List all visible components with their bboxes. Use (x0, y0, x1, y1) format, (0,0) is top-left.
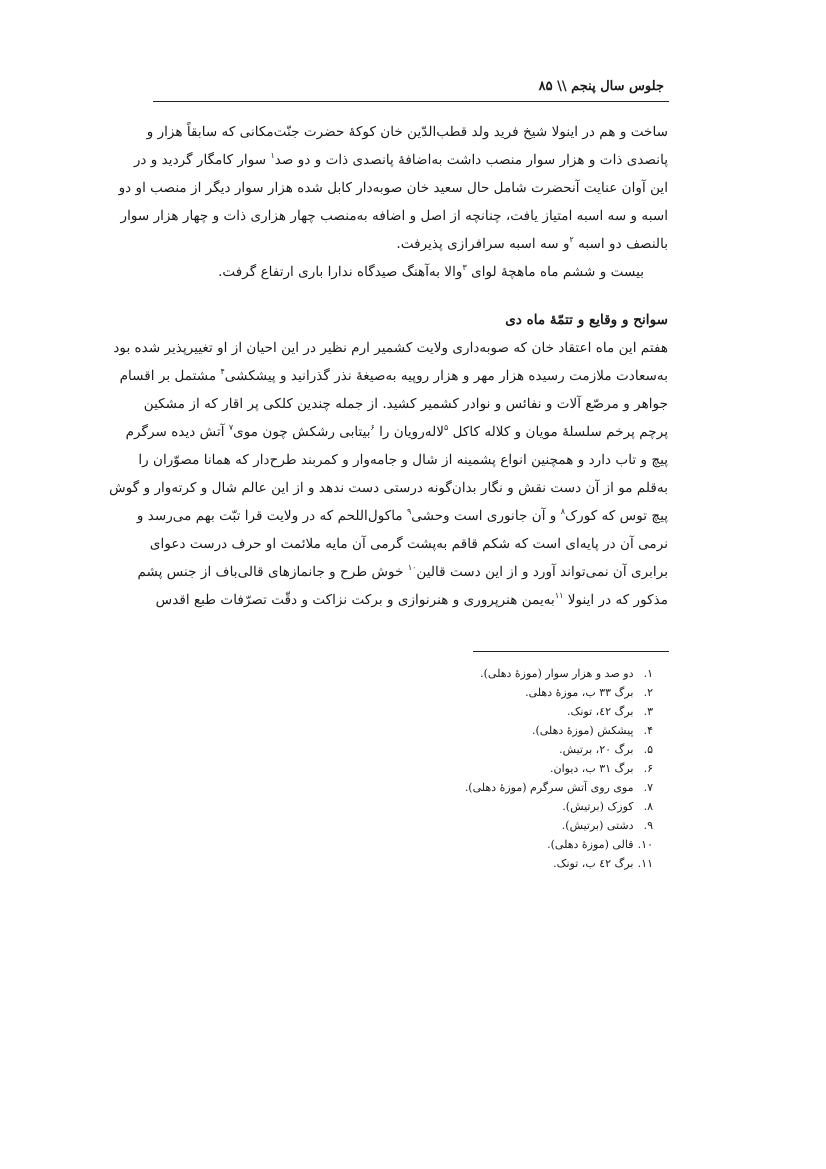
text-run: سوار کامگار گردید و در (133, 152, 271, 168)
section-block (109, 306, 668, 614)
footnote-rule (473, 651, 669, 652)
footnote-ref: ۲ (569, 235, 574, 244)
footnote (465, 664, 653, 683)
footnote-text: برگ ۲۰، برتیش. (559, 743, 634, 756)
text-run: پانصدی ذات و هزار سوار منصب داشت به‌اضافهٔ پانصدی ذات و دو صد (274, 152, 668, 168)
text-run: پیچ توس که کورک (564, 508, 668, 524)
footnote-number: ۷. (643, 781, 653, 794)
running-head: جلوس سال پنجم \\ ۸۵ (538, 79, 664, 94)
text-run: لاله‌رویان را (374, 424, 444, 440)
paragraph-line: به‌قلم مو از آن دست نقش و نگار بدان‌گونه درستی دست ندهد و از این عالم شال و کرته‌وار و گوش (109, 480, 668, 496)
paragraph-line: جواهر و مرصّع آلات و نفائس و نوادر کشمیر کشید. از جمله چندین کلکی پر اقار که از مشکین (143, 396, 668, 412)
footnote-text: برگ ۳۳ ب، موزهٔ دهلی. (525, 686, 634, 699)
paragraph-line (119, 362, 668, 390)
footnote-ref: ۳ (462, 263, 467, 272)
footnote-ref: ۹ (406, 507, 412, 516)
footnote (465, 797, 653, 816)
footnote-ref: ۱۰ (407, 563, 417, 572)
footnote-ref: ۷ (228, 423, 234, 432)
footnote (465, 759, 653, 778)
paragraph-line: این آوان عنایت آنحضرت شامل حال سعید خان صوبه‌دار کابل شده هزار سوار دیگر از منصب او دو (118, 180, 668, 196)
footnote-ref: ۴ (220, 367, 225, 376)
paragraph-line (125, 418, 668, 446)
paragraph-line: هفتم این ماه اعتقاد خان که صوبه‌داری ولایت کشمیر ارم نظیر در این احیان از او تغییرپذیر شده بود (113, 340, 668, 356)
text-run: والا به‌آهنگ صیدگاه ندارا باری ارتفاع گرفت. (218, 264, 463, 280)
footnote-number: ۹. (643, 819, 653, 832)
footnote (465, 816, 653, 835)
text-run: مشتمل بر اقسام (119, 368, 221, 384)
footnote-number: ۴. (643, 724, 653, 737)
footnote (465, 778, 653, 797)
footnotes-list (465, 664, 653, 873)
footnote-number: ۳. (643, 705, 653, 718)
footnote-text: برگ ۳۱ ب، دیوان. (550, 762, 634, 775)
header-rule (153, 101, 669, 102)
footnote-number: ۸. (643, 800, 653, 813)
footnote-text: پیشکش (موزهٔ دهلی). (531, 724, 634, 737)
text-run: بالنصف دو اسبه (573, 236, 668, 252)
footnote-ref: ۸ (560, 507, 565, 516)
paragraph-line (155, 586, 668, 614)
footnote-text: کوزک (برتیش). (562, 800, 634, 813)
footnote (465, 683, 653, 702)
footnote-number: ۱۰. (637, 838, 653, 851)
footnote-ref: ۵ (444, 423, 449, 432)
footnote (465, 854, 653, 873)
footnote-number: ۶. (643, 762, 653, 775)
paragraph-line: اسبه و سه اسبه امتیاز یافت، چنانچه از اصل و اضافه به‌منصب چهار هزاری ذات و چهار هزار سوار (120, 208, 668, 224)
paragraph-line (133, 146, 668, 174)
footnote-text: برگ ٤۲ ب، تونک. (553, 857, 634, 870)
paragraph-line: نرمی آن در پایه‌ای است که شکم قاقم به‌پشت گرمی آن مایه ملائمت او حرف درست دعوای (149, 536, 668, 552)
text-run: به‌سعادت ملازمت رسیده هزار مهر و هزار روپیه به‌صیغهٔ نذر گذرانید و پیشکشی (224, 368, 668, 384)
footnote-ref: ۶ (370, 423, 375, 432)
paragraph-1 (118, 118, 668, 286)
footnote-text: قالی (موزهٔ دهلی). (547, 838, 634, 851)
text-run: مذکور که در اینولا (563, 592, 668, 608)
footnote-number: ۲. (643, 686, 653, 699)
footnote (465, 721, 653, 740)
text-run: بیست و ششم ماه ماهچهٔ لوای (466, 264, 644, 280)
text-run: ماکول‌اللحم که در ولایت قرا تبّت بهم می‌رسد و (136, 508, 407, 524)
footnote-text: دشتی (برتیش). (561, 819, 634, 832)
footnote-text: دو صد و هزار سوار (موزهٔ دهلی). (480, 667, 634, 680)
paragraph-2 (158, 258, 668, 286)
footnote-number: ۱۱. (637, 857, 653, 870)
paragraph-line (137, 558, 668, 586)
text-run: و آن جانوری است وحشی (411, 508, 561, 524)
footnote (465, 702, 653, 721)
text-run: خوش طرح و جانمازهای قالی‌باف از جنس پشم (137, 564, 408, 580)
paragraph-line (136, 502, 668, 530)
text-run: و سه اسبه سرافرازی پذیرفت. (396, 236, 570, 252)
paragraph-line (158, 230, 668, 258)
text-run: به‌یمن هنرپروری و هنرنوازی و برکت نزاکت و دقّت تصرّفات طبع اقدس (155, 592, 555, 608)
footnote-text: برگ ٤۲، تونک. (566, 705, 634, 718)
paragraph-line: ساخت و هم در اینولا شیخ فرید ولد قطب‌الدّین خان کوکهٔ حضرت جنّت‌مکانی که سابقاً هزار و (146, 124, 668, 140)
footnote-number: ۱. (643, 667, 653, 680)
footnote (465, 835, 653, 854)
text-run: برابری آن نمی‌تواند آورد و از این دست قالین (416, 564, 668, 580)
footnote-text: موی روی آتش سرگرم (موزهٔ دهلی). (464, 781, 634, 794)
footnote-number: ۵. (643, 743, 653, 756)
text-run: بیتابی رشکش چون موی (233, 424, 371, 440)
paragraph-line: پیچ و تاب دارد و همچنین انواع پشمینه از شال و جامه‌وار و کمربند طرح‌دار که همانا مصوّران را (138, 452, 668, 468)
footnote-ref: ۱ (270, 151, 275, 160)
text-run: پرچم پرخم سلسلهٔ مویان و کلاله کاکل (448, 424, 668, 440)
footnote (465, 740, 653, 759)
section-title: سوانح و وقایع و تتمّهٔ ماه دی (505, 312, 668, 328)
footnote-ref: ۱۱ (554, 591, 564, 600)
text-run: آتش دیده سرگرم (125, 424, 229, 440)
